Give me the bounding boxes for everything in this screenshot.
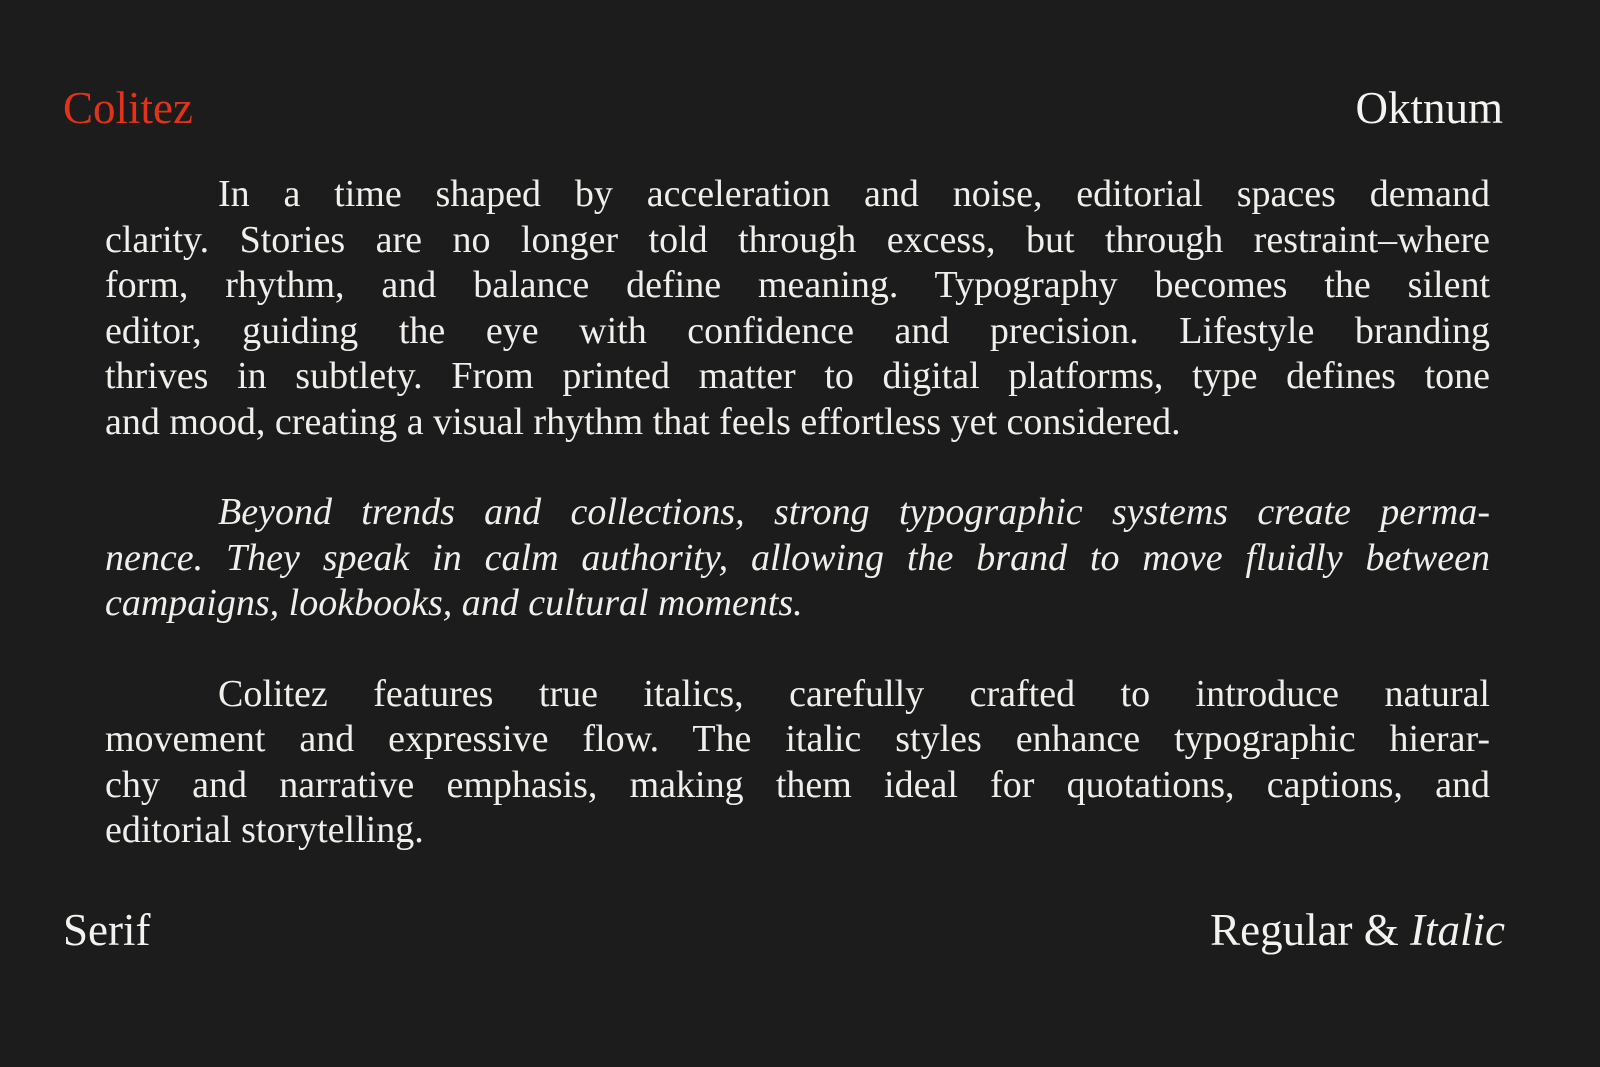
brand-name: Colitez [63, 83, 193, 133]
text-line: editor, guiding the eye with confidence and precision. Lifestyle branding [105, 309, 1490, 352]
specimen-body-text [105, 172, 1490, 899]
text-line: form, rhythm, and balance define meaning. Typography becomes the silent [105, 264, 1490, 306]
text-line: nence. They speak in calm authority, allowing the brand to move fluidly between [105, 536, 1490, 579]
styles-label-italic: Italic [1410, 905, 1505, 955]
paragraph [105, 172, 1490, 445]
text-line: movement and expressive flow. The italic styles enhance typographic hierar- [105, 718, 1490, 760]
text-line: editorial storytelling. [105, 809, 424, 851]
text-line: chy and narrative emphasis, making them ideal for quotations, captions, and [105, 763, 1490, 806]
text-line: Beyond trends and collections, strong typographic systems create perma- [218, 491, 1490, 533]
text-line: and mood, creating a visual rhythm that feels effortless yet considered. [105, 400, 1181, 443]
text-line: Colitez features true italics, carefully crafted to introduce natural [218, 672, 1490, 715]
paragraph [105, 490, 1490, 627]
text-line: campaigns, lookbooks, and cultural moments. [105, 582, 803, 624]
foundry-name: Oktnum [1355, 83, 1503, 133]
style-classification-label: Serif [63, 905, 151, 955]
text-line: thrives in subtlety. From printed matter to digital platforms, type defines tone [105, 355, 1490, 397]
available-styles-label [1210, 906, 1505, 956]
styles-label-regular: Regular & [1210, 905, 1411, 955]
text-line: In a time shaped by acceleration and noise, editorial spaces demand [218, 173, 1490, 215]
paragraph [105, 672, 1490, 854]
text-line: clarity. Stories are no longer told through excess, but through restraint–where [105, 218, 1490, 261]
